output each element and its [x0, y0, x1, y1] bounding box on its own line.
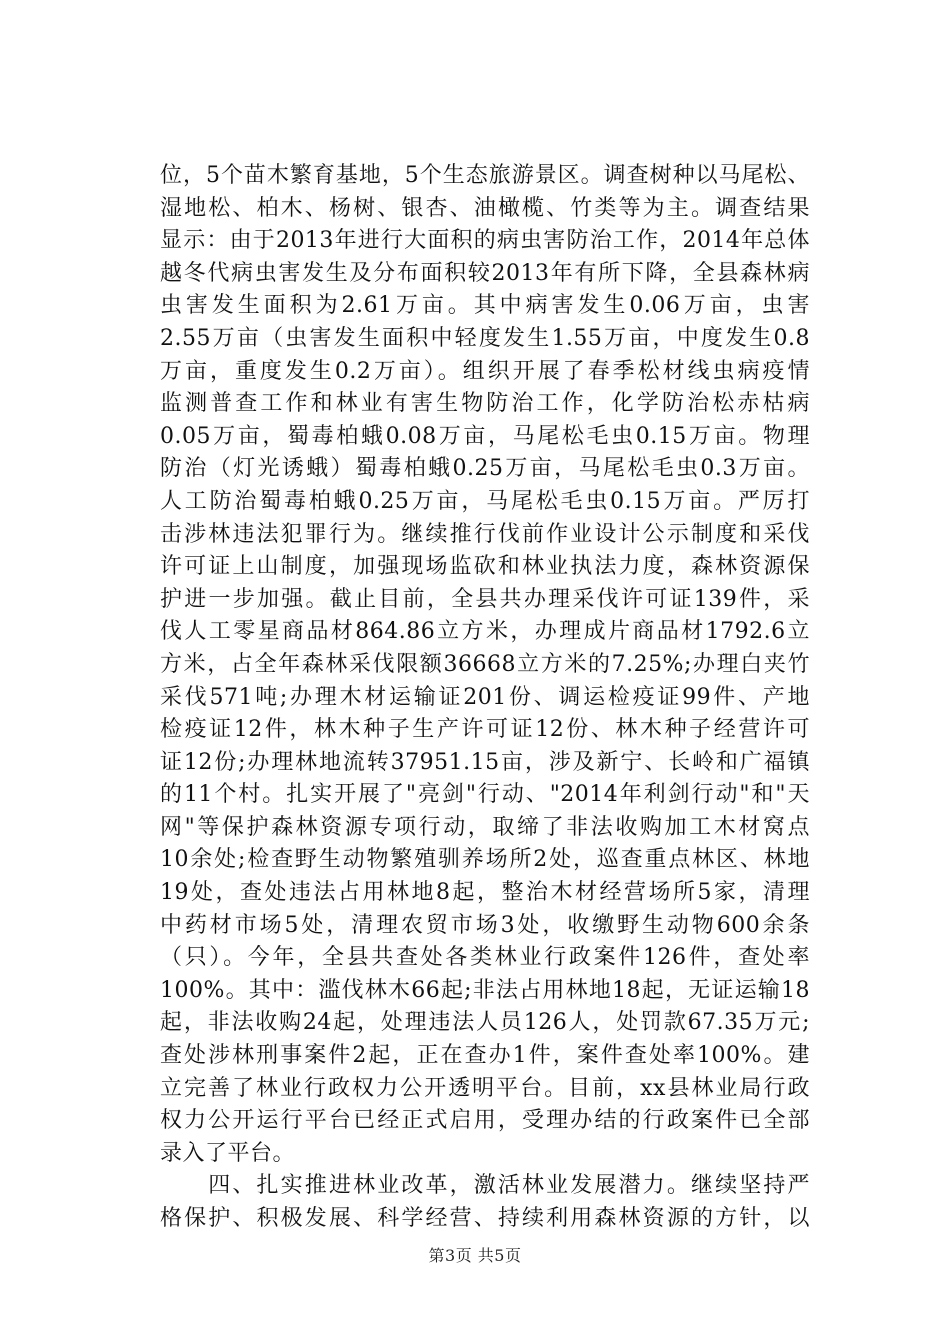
text-line: 位，5个苗木繁育基地，5个生态旅游景区。调查树种以马尾松、 — [160, 163, 810, 188]
text-line: 100%。其中：滥伐林木66起;非法占用林地18起，无证运输18 — [160, 977, 810, 1003]
text-line: 查处涉林刑事案件2起，正在查办1件，案件查处率100%。建 — [160, 1043, 810, 1069]
text-line: 四、扎实推进林业改革，激活林业发展潜力。继续坚持严 — [160, 1173, 810, 1199]
text-line: 方米，占全年森林采伐限额36668立方米的7.25%;办理白夹竹 — [160, 651, 810, 677]
text-line: 的11个村。扎实开展了"亮剑"行动、"2014年利剑行动"和"天 — [160, 782, 810, 808]
text-line: 许可证上山制度，加强现场监砍和林业执法力度，森林资源保 — [160, 554, 810, 580]
text-line: 录入了平台。 — [160, 1140, 296, 1166]
text-line: 证12份;办理林地流转37951.15亩，涉及新宁、长岭和广福镇 — [160, 749, 810, 775]
text-line: 人工防治蜀毒柏蛾0.25万亩，马尾松毛虫0.15万亩。严厉打 — [160, 488, 810, 514]
page-footer: 第3页 共5页 — [428, 1246, 522, 1265]
text-line: 护进一步加强。截止目前，全县共办理采伐许可证139件，采 — [160, 586, 810, 612]
text-line: 网"等保护森林资源专项行动，取缔了非法收购加工木材窝点 — [160, 814, 810, 840]
text-line: 2.55万亩（虫害发生面积中轻度发生1.55万亩，中度发生0.8 — [160, 325, 810, 351]
text-line: 监测普查工作和林业有害生物防治工作，化学防治松赤枯病 — [160, 391, 810, 417]
text-line: 防治（灯光诱蛾）蜀毒柏蛾0.25万亩，马尾松毛虫0.3万亩。 — [160, 456, 810, 482]
text-line: 中药材市场5处，清理农贸市场3处，收缴野生动物600余条 — [160, 912, 810, 938]
text-line: （只）。今年，全县共查处各类林业行政案件126件，查处率 — [160, 945, 810, 971]
body-text — [160, 160, 810, 1236]
text-line: 0.05万亩，蜀毒柏蛾0.08万亩，马尾松毛虫0.15万亩。物理 — [160, 423, 810, 449]
text-line: 湿地松、柏木、杨树、银杏、油橄榄、竹类等为主。调查结果 — [160, 195, 810, 221]
text-line: 权力公开运行平台已经正式启用，受理办结的行政案件已全部 — [160, 1108, 810, 1134]
text-line: 检疫证12件，林木种子生产许可证12份、林木种子经营许可 — [160, 717, 810, 743]
text-line: 伐人工零星商品材864.86立方米，办理成片商品材1792.6立 — [160, 619, 810, 645]
text-line: 虫害发生面积为2.61万亩。其中病害发生0.06万亩，虫害 — [160, 293, 810, 319]
text-line: 越冬代病虫害发生及分布面积较2013年有所下降，全县森林病 — [160, 260, 810, 286]
text-line: 起，非法收购24起，处理违法人员126人，处罚款67.35万元; — [160, 1010, 810, 1036]
text-line: 19处，查处违法占用林地8起，整治木材经营场所5家，清理 — [160, 880, 810, 906]
text-line: 万亩，重度发生0.2万亩）。组织开展了春季松材线虫病疫情 — [160, 358, 810, 384]
text-line: 显示：由于2013年进行大面积的病虫害防治工作，2014年总体 — [160, 228, 810, 254]
text-line: 立完善了林业行政权力公开透明平台。目前，xx县林业局行政 — [160, 1075, 810, 1101]
text-line: 击涉林违法犯罪行为。继续推行伐前作业设计公示制度和采伐 — [160, 521, 810, 547]
text-line: 格保护、积极发展、科学经营、持续利用森林资源的方针，以 — [160, 1206, 810, 1231]
text-line: 采伐571吨;办理木材运输证201份、调运检疫证99件、产地 — [160, 684, 810, 710]
text-line: 10余处;检查野生动物繁殖驯养场所2处，巡查重点林区、林地 — [160, 847, 810, 873]
